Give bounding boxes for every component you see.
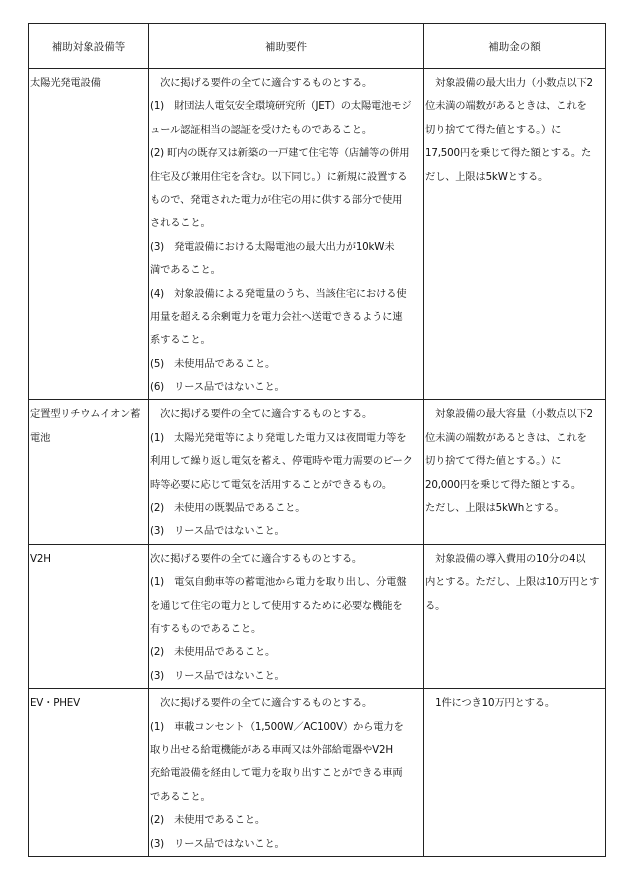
requirement-line: ュール認証相当の認証を受けたものであること。: [150, 123, 372, 136]
amount-line: 17,500円を乗じて得た額とする。た: [425, 147, 592, 160]
requirement-line: (1) 太陽光発電等により発電した電力又は夜間電力等を: [150, 431, 407, 444]
requirement-line: (3) リース品ではないこと。: [150, 525, 285, 538]
requirement-line: (3) リース品ではないこと。: [150, 837, 285, 850]
requirement-line: (2) 未使用品であること。: [150, 646, 276, 659]
amount-cell: [424, 689, 606, 857]
amount-line: 対象設備の最大容量（小数点以下2: [425, 408, 593, 421]
requirement-line: (2) 未使用の既製品であること。: [150, 502, 306, 515]
requirement-line: 利用して繰り返し電気を蓄え、停電時や電力需要のピーク: [150, 455, 413, 468]
requirement-line: (1) 電気自動車等の蓄電池から電力を取り出し、分電盤: [150, 576, 407, 589]
amount-line: 切り捨てて得た値とする。）に: [425, 455, 562, 468]
requirement-line: (2) 町内の既存又は新築の一戸建て住宅等（店舗等の併用: [150, 147, 410, 160]
equipment-label: 太陽光発電設備: [30, 77, 101, 89]
amount-line: 切り捨てて得た値とする。）に: [425, 123, 562, 136]
header-amount: 補助金の額: [424, 24, 606, 69]
subsidy-table: [28, 23, 606, 857]
table-row: [29, 544, 606, 688]
requirement-line: (5) 未使用品であること。: [150, 357, 276, 370]
header-row: [29, 24, 606, 69]
equipment-cell: [29, 689, 149, 857]
amount-cell: [424, 69, 606, 400]
table-row: [29, 69, 606, 400]
requirement-line: されること。: [150, 217, 211, 230]
requirements-cell: [149, 400, 424, 544]
amount-line: る。: [425, 599, 446, 612]
header-requirements: 補助要件: [149, 24, 424, 69]
amount-line: 1件につき10万円とする。: [425, 697, 555, 710]
requirement-line: (1) 財団法人電気安全環境研究所（JET）の太陽電池モジ: [150, 100, 412, 113]
amount-line: ただし、上限は5kWhとする。: [425, 502, 565, 515]
requirement-line: を通じて住宅の電力として使用するために必要な機能を: [150, 599, 403, 612]
amount-line: だし、上限は5kWとする。: [425, 170, 549, 183]
requirement-line: (2) 未使用であること。: [150, 814, 265, 827]
table-row: [29, 400, 606, 544]
requirements-cell: [149, 544, 424, 688]
requirement-line: 次に掲げる要件の全てに適合するものとする。: [150, 552, 363, 565]
equipment-cell: [29, 69, 149, 400]
requirement-line: 充給電設備を経由して電力を取り出すことができる車両: [150, 767, 403, 780]
amount-cell: [424, 400, 606, 544]
requirement-line: 次に掲げる要件の全てに適合するものとする。: [150, 408, 373, 421]
requirement-line: 次に掲げる要件の全てに適合するものとする。: [150, 77, 373, 89]
requirement-line: 取り出せる給電機能がある車両又は外部給電器やV2H: [150, 743, 393, 756]
equipment-label: V2H: [30, 552, 51, 565]
requirement-line: 次に掲げる要件の全てに適合するものとする。: [150, 697, 373, 710]
requirements-cell: [149, 69, 424, 400]
requirement-line: 系すること。: [150, 334, 211, 347]
equipment-label: 電池: [30, 431, 51, 444]
requirement-line: 満であること。: [150, 264, 221, 277]
requirement-line: 有するものであること。: [150, 622, 262, 635]
requirement-line: 用量を超える余剰電力を電力会社へ送電できるように連: [150, 310, 403, 323]
requirements-cell: [149, 689, 424, 857]
amount-line: 対象設備の最大出力（小数点以下2: [425, 77, 593, 89]
amount-line: 内とする。ただし、上限は10万円とす: [425, 576, 600, 589]
requirement-line: (3) リース品ではないこと。: [150, 669, 285, 682]
requirement-line: 住宅及び兼用住宅を含む。以下同じ。）に新規に設置する: [150, 170, 408, 183]
equipment-cell: [29, 544, 149, 688]
equipment-label: 定置型リチウムイオン蓄: [30, 408, 141, 421]
amount-line: 20,000円を乗じて得た額とする。: [425, 478, 581, 491]
requirement-line: (6) リース品ではないこと。: [150, 381, 285, 394]
amount-line: 対象設備の導入費用の10分の4以: [425, 552, 586, 565]
amount-line: 位未満の端数があるときは、これを: [425, 431, 587, 444]
equipment-label: EV・PHEV: [30, 697, 80, 710]
requirement-line: 時等必要に応じて電気を活用することができるもの。: [150, 478, 392, 491]
table-row: [29, 689, 606, 857]
equipment-cell: [29, 400, 149, 544]
requirement-line: (4) 対象設備による発電量のうち、当該住宅における使: [150, 287, 407, 300]
requirement-line: (3) 発電設備における太陽電池の最大出力が10kW未: [150, 240, 395, 253]
requirement-line: もので、発電された電力が住宅の用に供する部分で使用: [150, 193, 403, 206]
header-equipment: 補助対象設備等: [29, 24, 149, 69]
requirement-line: (1) 車載コンセント（1,500W／AC100V）から電力を: [150, 720, 404, 733]
requirement-line: であること。: [150, 790, 211, 803]
amount-line: 位未満の端数があるときは、これを: [425, 100, 587, 113]
amount-cell: [424, 544, 606, 688]
